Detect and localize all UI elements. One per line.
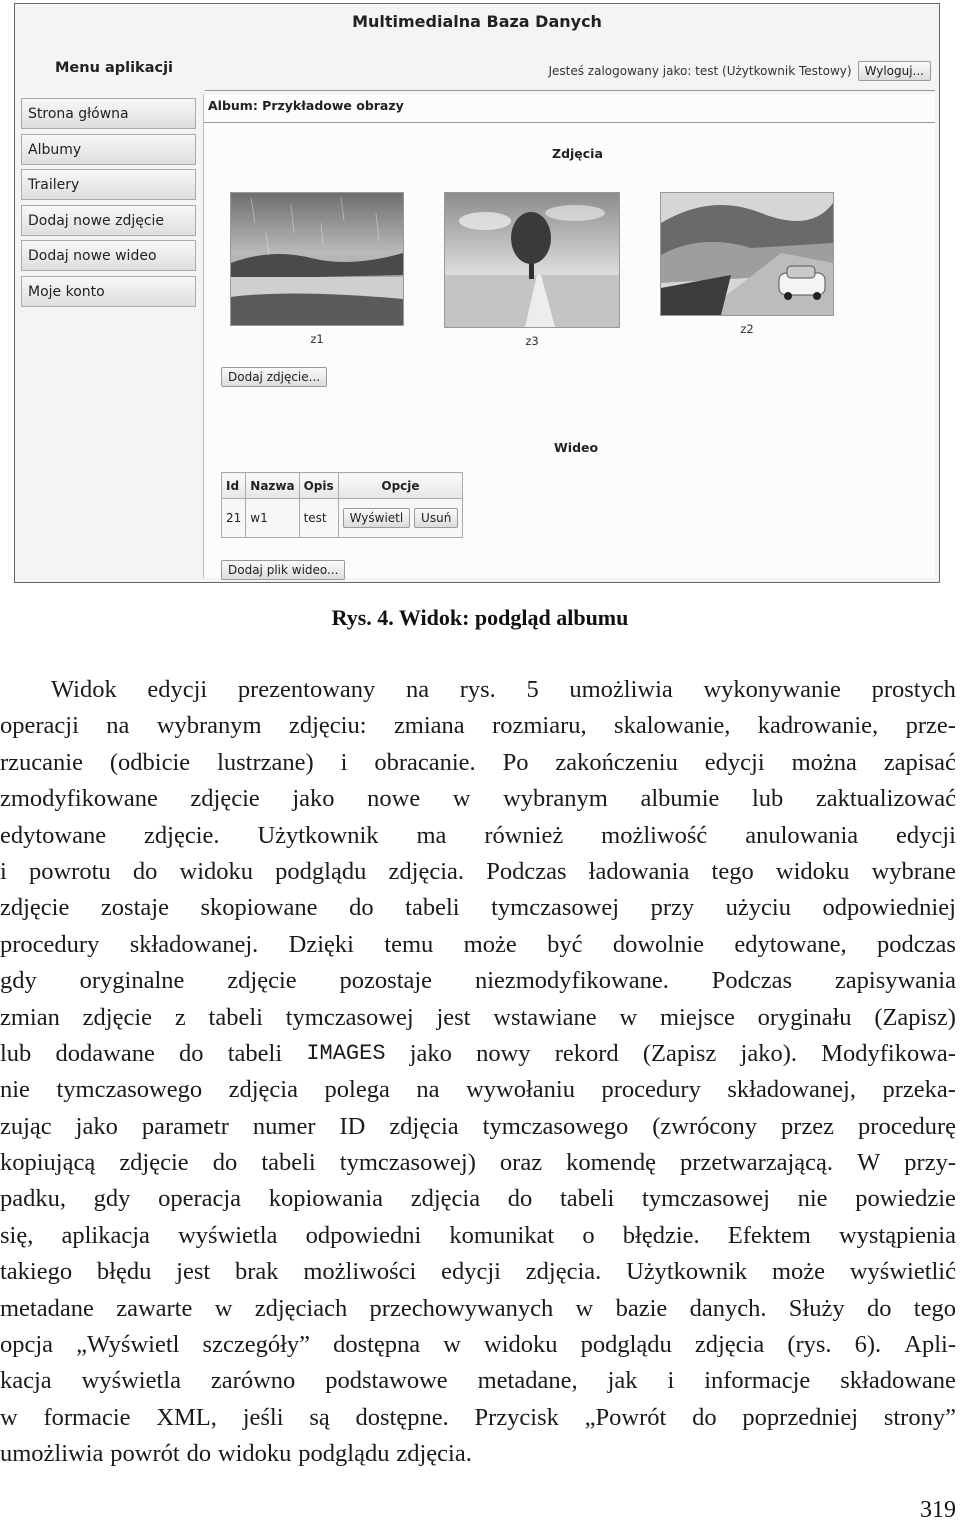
photo-thumbnail-z3[interactable] [444,192,620,348]
word: kopiującą [0,1149,96,1177]
word: miejsce [659,1003,735,1031]
login-status [548,61,931,81]
word: ID [339,1112,366,1140]
word: umożliwia [0,1440,104,1468]
word: do [179,1039,204,1067]
word: zdjęcia. [388,857,465,885]
menu-heading: Menu aplikacji [55,60,174,76]
word: Dzięki [288,930,354,958]
word: jeśli [242,1403,284,1431]
word: Użytkownik [257,821,379,849]
word: zostaje [100,894,169,922]
word: do [349,894,374,922]
word: nie [0,1076,30,1104]
add-photo-button[interactable]: Dodaj zdjęcie... [221,367,327,387]
word: Podczas [486,857,567,885]
word: podglądu [275,857,367,885]
word: wybranym [156,712,262,740]
word: oraz [499,1149,543,1177]
word: powrót [110,1440,180,1468]
word: „Powrót [584,1403,667,1431]
word: są [309,1403,330,1431]
word: przy [650,894,695,922]
word: lustrzane) [217,748,314,776]
word: Modyfikowa- [821,1039,956,1067]
code-identifier: IMAGES [306,1040,386,1066]
word: do [866,1294,892,1322]
word: skalowanie, [614,712,731,740]
figure-caption: Rys. 4. Widok: podgląd albumu [331,605,629,630]
word: lub [0,1039,32,1067]
video-options-cell [338,499,463,538]
photo-thumbnail-z2[interactable] [660,192,834,336]
word: albumie [640,785,720,813]
photo-thumbnail-z1[interactable] [230,192,404,346]
text-line [0,1072,956,1108]
word: zdjęcie. [144,821,220,849]
word: i [0,857,7,885]
tree-field-photo [444,192,620,328]
word: tego [913,1294,956,1322]
text-line [0,745,956,781]
header-divider [205,90,935,91]
album-divider [204,122,935,123]
word: składowanej. [129,930,259,958]
word: widoku [179,857,253,885]
word: dodawane [55,1039,155,1067]
text-line [0,1436,956,1472]
photo-caption: z1 [310,332,324,346]
text-line [0,781,956,817]
main-panel [203,94,935,578]
word: jak [607,1367,638,1395]
word: Podczas [711,967,793,995]
sidebar-item-add-video[interactable]: Dodaj nowe wideo [21,240,196,271]
word: podglądu [580,1331,672,1359]
word: tymczasowej [491,894,620,922]
word: zdjęcie [119,1149,189,1177]
word: komunikat [449,1221,555,1249]
word: może [771,1258,826,1286]
word: może [463,930,517,958]
word: W [857,1149,881,1177]
text-line [0,890,956,926]
word: rzucanie [0,748,83,776]
album-label: Album: Przykładowe obrazy [208,98,404,113]
word: jako [409,1039,452,1067]
word: przechowywanych [369,1294,554,1322]
column-header-name: Nazwa [246,473,299,499]
word: jako [292,785,335,813]
word: być [547,930,583,958]
word: widoku [775,857,850,885]
word: zmodyfikowane [0,785,158,813]
word: zdjęcia [228,1076,298,1104]
sidebar-item-home[interactable]: Strona główna [21,98,196,129]
word: takiego [0,1258,73,1286]
word: rekord [554,1039,619,1067]
word: polega [324,1076,390,1104]
word: zdjęcie [82,1003,153,1031]
word: ma [416,821,447,849]
word: edytowane [0,821,107,849]
word: podczas [876,930,956,958]
word: prezentowany [237,676,376,703]
word: zarówno [210,1367,296,1395]
text-line [0,1400,956,1436]
word: aplikacja [61,1221,150,1249]
column-header-id: Id [222,473,246,499]
word: się, [0,1221,34,1249]
word: odpowiedni [305,1221,422,1249]
word: przez [781,1112,835,1140]
view-video-button[interactable]: Wyświetl [343,508,411,528]
word: zdjęcie [0,894,70,922]
word: w [619,1003,638,1031]
word: bazie [615,1294,668,1322]
car-road-photo [660,192,834,316]
word: edycji [147,676,208,703]
word: procedury [601,1076,701,1104]
word: zdjęciu: [289,712,367,740]
word: w [575,1294,594,1322]
word: wystąpienia [838,1221,956,1249]
word: na [416,1076,440,1104]
word: (odbicie [109,748,191,776]
word: powrotu [28,857,111,885]
word: gdy [0,967,37,995]
text-line [0,854,956,890]
word: metadane, [477,1367,578,1395]
word: strony” [883,1403,956,1431]
word: i [667,1367,675,1395]
word: składowanej, [727,1076,856,1104]
word: wyświetla [178,1221,278,1249]
word: tego [711,857,754,885]
word: Przycisk [474,1403,559,1431]
word: „Wyświetl [76,1331,180,1359]
word: zapisywania [834,967,956,995]
word: do [186,1440,212,1468]
text-line [0,708,956,744]
word: zdjęciach [254,1294,348,1322]
word: widoku [484,1331,558,1359]
word: zdjęcie [190,785,260,813]
text-line [0,927,956,963]
word: jest [176,1258,211,1286]
word: błędu [96,1258,152,1286]
photo-caption: z3 [525,334,539,348]
sidebar-menu [21,98,196,311]
word: do [132,857,158,885]
sidebar-item-trailers[interactable]: Trailery [21,169,196,200]
word: zaktualizować [815,785,956,813]
word: możliwości [303,1258,417,1286]
word: do [507,1185,533,1213]
word: tabeli [261,1149,316,1177]
word: (Zapisz) [874,1003,956,1031]
word: rys. [459,676,496,703]
word: numer [252,1112,316,1140]
text-line [0,1327,956,1363]
video-heading: Wideo [554,440,599,455]
word: tymczasowej) [339,1149,476,1177]
word: przetwarzającą. [680,1149,834,1177]
text-line [0,1181,956,1217]
word: informacje [704,1367,811,1395]
word: pozostaje [339,967,433,995]
word: zdjęcia [694,1331,765,1359]
word: o [582,1221,595,1249]
word: anulowania [745,821,859,849]
word: kopiowania [268,1185,384,1213]
word: i [340,748,348,776]
word: tabeli [208,1003,263,1031]
video-description-cell: test [299,499,338,538]
word: nowy [476,1039,531,1067]
word: również [484,821,564,849]
word: zując [0,1112,52,1140]
word: tymczasowej [285,1003,414,1031]
photos-heading: Zdjęcia [552,146,603,161]
add-video-button[interactable]: Dodaj plik wideo... [221,560,345,580]
text-line [0,1036,956,1072]
word: na [106,712,130,740]
word: przeka- [882,1076,956,1104]
word: na [405,676,430,703]
word: podstawowe [325,1367,448,1395]
word: użyciu [725,894,791,922]
album-view-screenshot [14,3,940,583]
word: oryginalne [79,967,185,995]
photo-caption: z2 [740,322,754,336]
word: Apli- [904,1331,956,1359]
delete-video-button[interactable]: Usuń [414,508,458,528]
word: ładowania [588,857,690,885]
word: jest [436,1003,471,1031]
word: Efektem [727,1221,811,1249]
text-line [0,1218,956,1254]
word: w [443,1331,461,1359]
word: Użytkownik [626,1258,748,1286]
text-line [0,1254,956,1290]
word: zdjęcia [389,1112,459,1140]
word: gdy [93,1185,131,1213]
word: możliwość [601,821,708,849]
word: dostępne. [355,1403,449,1431]
text-line [0,1109,956,1145]
word: Widok [51,676,117,703]
word: tymczasowej [642,1185,770,1213]
word: zmiana [393,712,465,740]
video-name-cell: w1 [246,499,299,538]
text-line [0,1000,956,1036]
word: zdjęcie [227,967,297,995]
app-title: Multimedialna Baza Danych [352,12,602,31]
word: (zwrócony [652,1112,758,1140]
word: obracanie. [374,748,476,776]
word: zawarte [116,1294,193,1322]
word: nowe [367,785,421,813]
word: metadane [0,1294,94,1322]
word: Służy [788,1294,845,1322]
word: (Zapisz [642,1039,717,1067]
word: prostych [871,676,956,703]
word: edycji [704,748,765,776]
word: odpowiedniej [822,894,956,922]
word: błędzie. [622,1221,700,1249]
word: jako [75,1112,118,1140]
sidebar-item-albums[interactable]: Albumy [21,134,196,165]
word: widoku [217,1440,292,1468]
word: Po [502,748,529,776]
word: XML, [156,1403,217,1431]
text-line [0,963,956,999]
page-number: 319 [920,1497,956,1523]
word: poprzedniej [742,1403,859,1431]
word: można [791,748,857,776]
word: opcja [0,1331,54,1359]
word: padku, [0,1185,66,1213]
word: parametr [141,1112,229,1140]
text-line [0,1291,956,1327]
word: zdjęcia [410,1185,481,1213]
table-row [222,499,463,538]
word: danych. [689,1294,767,1322]
word: zdjęcia. [396,1440,472,1468]
body-paragraph [0,672,956,1473]
word: w [214,1294,233,1322]
word: do [212,1149,238,1177]
word: wykonywanie [703,676,841,703]
column-header-description: Opis [299,473,338,499]
word: jako). [740,1039,797,1067]
word: lub [751,785,784,813]
word: wywołaniu [466,1076,575,1104]
word: wyświetla [81,1367,181,1395]
word: formacie [43,1403,131,1431]
word: wybranym [503,785,608,813]
word: procedury [0,930,100,958]
word: nie [797,1185,828,1213]
word: przy- [904,1149,956,1177]
word: skopiowane [200,894,318,922]
word: z [174,1003,186,1031]
login-text: Jesteś zalogowany jako: test (Użytkownik Testowy) [548,64,852,78]
word: zmian [0,1003,60,1031]
text-line [0,1363,956,1399]
word: zapisać [883,748,956,776]
word: umożliwia [569,676,673,703]
word: do [692,1403,717,1431]
word: składowane [840,1367,956,1395]
word: kacja [0,1367,52,1395]
word: zakończeniu [555,748,678,776]
word: kadrowanie, [757,712,879,740]
word: wstawiane [493,1003,597,1031]
text-line [0,1145,956,1181]
word: (rys. [787,1331,832,1359]
word: w [0,1403,18,1431]
word: wyświetlić [849,1258,956,1286]
word: tymczasowego [56,1076,203,1104]
word: podglądu [298,1440,390,1468]
video-id-cell: 21 [222,499,246,538]
word: szczegóły” [202,1331,310,1359]
word: edycji [896,821,956,849]
word: 5 [526,676,539,703]
word: tabeli [405,894,460,922]
word: brak [234,1258,279,1286]
word: tymczasowego [482,1112,629,1140]
word: dostępna [333,1331,421,1359]
word: edycji [441,1258,501,1286]
landscape-rain-photo [230,192,404,326]
word: operacji [0,712,79,740]
text-line [0,672,956,708]
word: tabeli [227,1039,283,1067]
word: operacja [158,1185,242,1213]
word: edytowane, [734,930,847,958]
column-header-options: Opcje [338,473,463,499]
word: w [452,785,471,813]
word: rozmiaru, [492,712,587,740]
text-line [0,818,956,854]
word: oryginału [757,1003,852,1031]
word: temu [384,930,434,958]
logout-button[interactable]: Wyloguj... [858,61,931,81]
video-table [221,472,463,538]
word: komendę [566,1149,656,1177]
video-table-header [222,473,463,499]
word: niezmodyfikowane. [474,967,669,995]
word: 6). [854,1331,882,1359]
word: powiedzie [855,1185,956,1213]
word: prze- [905,712,956,740]
word: wybrane [871,857,956,885]
sidebar-item-my-account[interactable]: Moje konto [21,276,196,307]
sidebar-item-add-photo[interactable]: Dodaj nowe zdjęcie [21,205,196,236]
word: tabeli [559,1185,615,1213]
word: dowolnie [612,930,705,958]
word: zdjęcia. [525,1258,602,1286]
word: procedurę [858,1112,956,1140]
